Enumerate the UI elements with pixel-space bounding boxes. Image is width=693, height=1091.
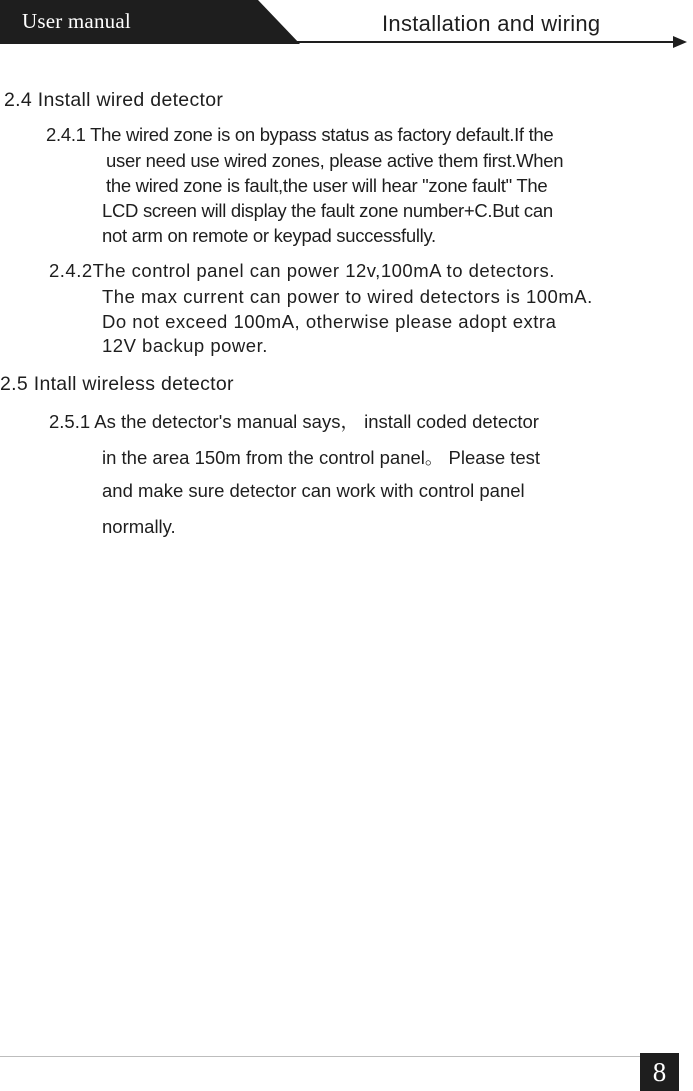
arrow-right-icon — [673, 36, 687, 48]
paragraph-line: user need use wired zones, please active them first.When — [106, 150, 564, 171]
paragraph-line: 2.4.1 The wired zone is on bypass status as factory default.If the — [46, 124, 554, 145]
paragraph-line: not arm on remote or keypad successfully. — [102, 225, 436, 246]
paragraph-line: and make sure detector can work with control panel — [102, 480, 525, 501]
paragraph-line: normally. — [102, 516, 176, 537]
section-title: Installation and wiring — [382, 11, 601, 36]
footer-rule — [0, 1056, 648, 1057]
paragraph-line: 12V backup power. — [102, 335, 268, 356]
page-number: 8 — [640, 1053, 679, 1091]
paragraph-line: LCD screen will display the fault zone number+С.But can — [102, 200, 553, 221]
paragraph-line: The max current can power to wired detectors is 100mA. — [102, 286, 593, 307]
paragraph-line: the wired zone is fault,the user will hear "zone fault" The — [106, 175, 548, 196]
paragraph-line: in the area 150m from the control panel。 Please test — [102, 447, 541, 468]
paragraph-line: 2.4.2The control panel can power 12v,100mA to detectors. — [49, 260, 555, 281]
header-rule — [0, 41, 675, 43]
paragraph-line: Do not exceed 100mA, otherwise please adopt extra — [102, 311, 557, 332]
section-heading-2-5: 2.5 Intall wireless detector — [0, 373, 234, 395]
manual-label: User manual — [22, 9, 131, 33]
section-heading-2-4: 2.4 Install wired detector — [4, 89, 224, 111]
paragraph-line: 2.5.1 As the detector's manual says， install coded detector — [49, 411, 539, 432]
